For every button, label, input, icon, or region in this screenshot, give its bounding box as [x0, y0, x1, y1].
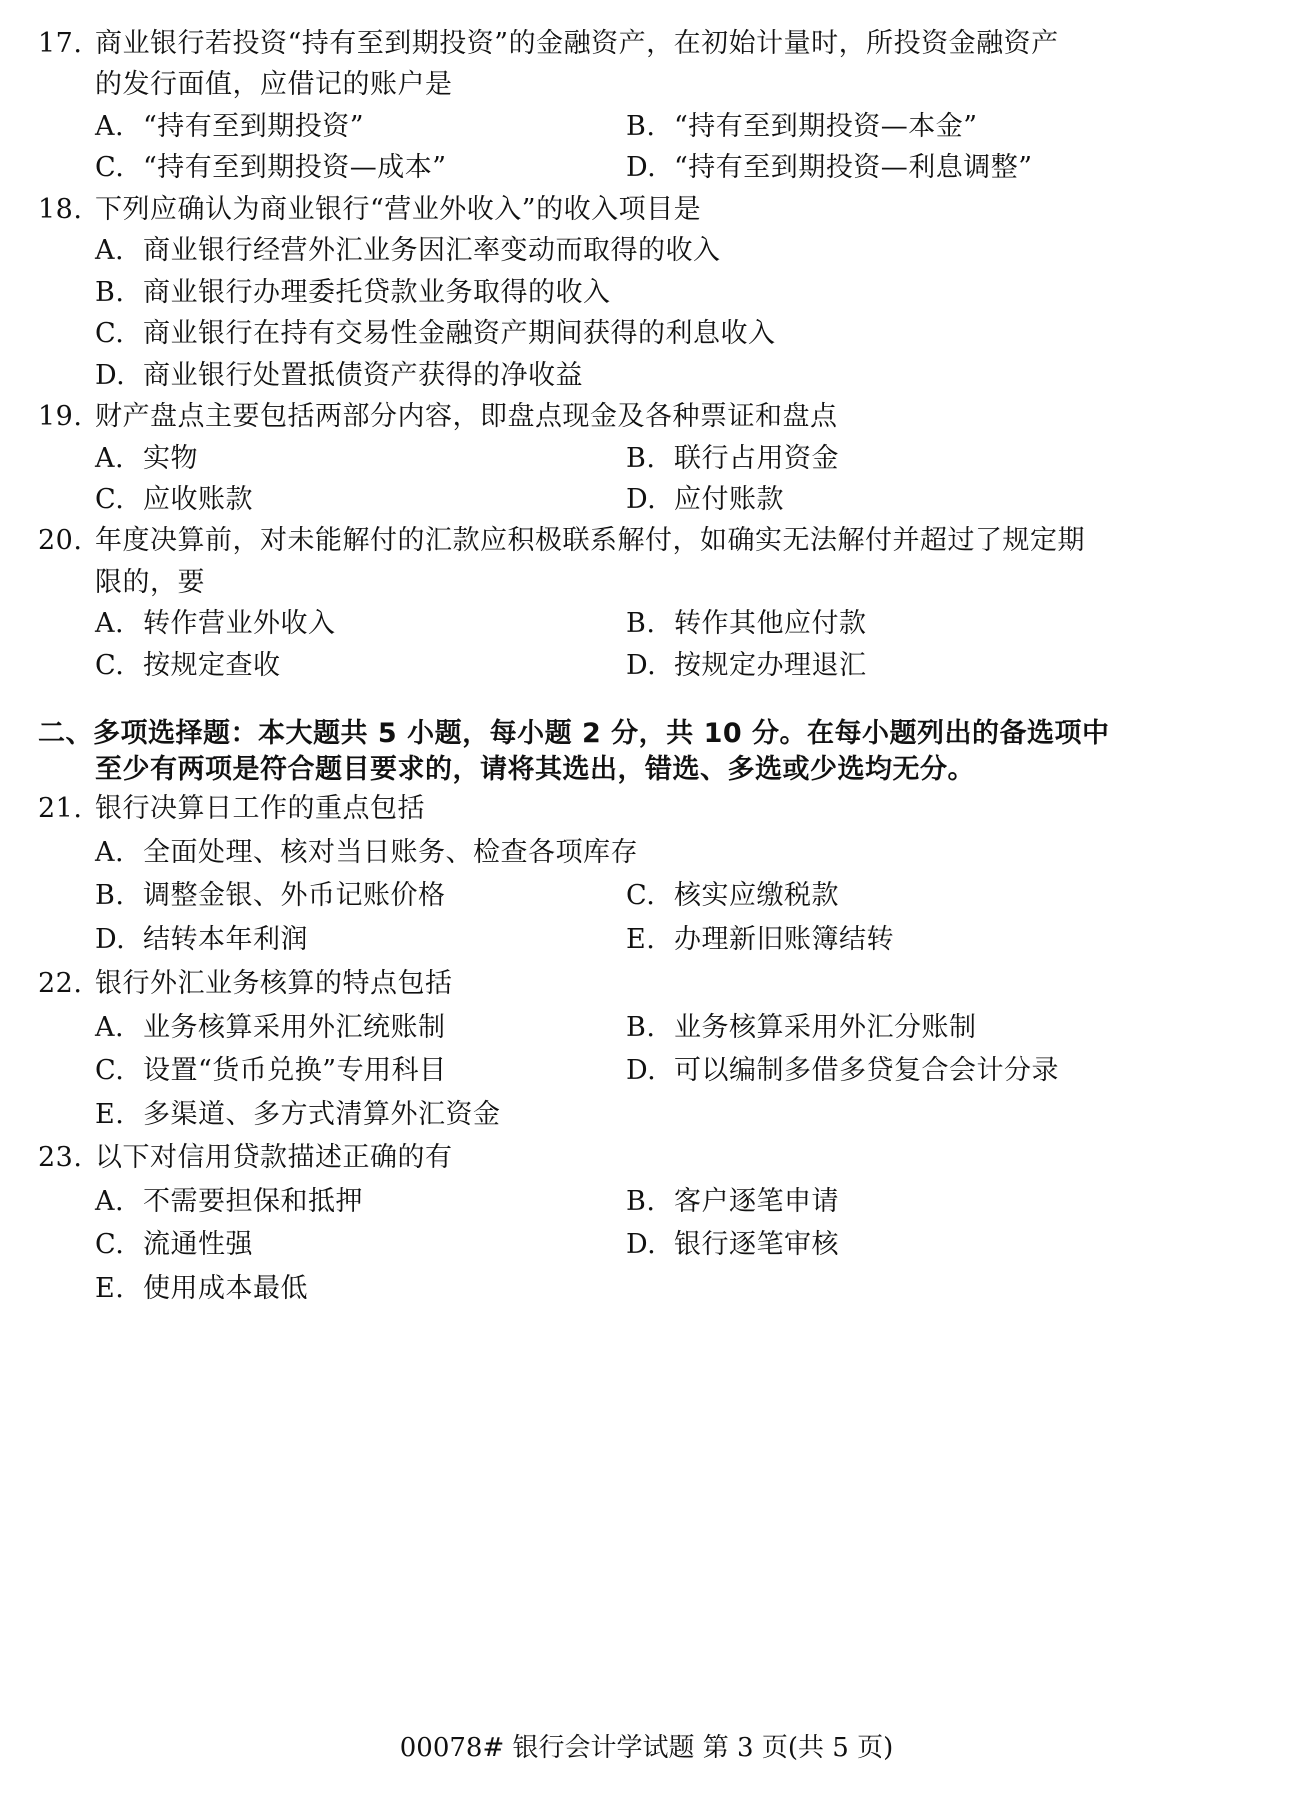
option-23c: [95, 1227, 253, 1263]
option-text: “持有至到期投资—本金”: [674, 111, 978, 142]
option-text: 设置“货币兑换”专用科目: [143, 1055, 447, 1086]
option-label: B.: [626, 1012, 656, 1043]
question-number: 20.: [38, 525, 83, 556]
option-label: B.: [95, 880, 125, 911]
option-label: B.: [626, 1186, 656, 1217]
option-text: 应收账款: [143, 484, 253, 515]
option-text: 业务核算采用外汇分账制: [674, 1012, 977, 1043]
option-text: “持有至到期投资”: [143, 111, 365, 142]
option-label: E.: [95, 1273, 125, 1304]
option-21e: [626, 922, 894, 958]
option-label: A.: [95, 1186, 125, 1217]
option-18c: [95, 316, 776, 352]
option-text: 办理新旧账簿结转: [674, 924, 894, 955]
option-label: C.: [95, 318, 125, 349]
option-label: C.: [626, 880, 656, 911]
option-label: C.: [95, 1055, 125, 1086]
question-text: 银行决算日工作的重点包括: [95, 793, 425, 824]
question-number: 17.: [38, 28, 83, 59]
question-19-stem: [38, 399, 838, 435]
option-text: 转作营业外收入: [143, 608, 336, 639]
question-text: 限的，要: [95, 567, 205, 598]
section-2-heading-line2: 至少有两项是符合题目要求的，请将其选出，错选、多选或少选均无分。: [95, 754, 975, 785]
section-2-heading: [38, 716, 1110, 752]
option-20c: [95, 648, 281, 684]
option-label: B.: [626, 608, 656, 639]
option-label: C.: [95, 1229, 125, 1260]
option-20b: [626, 606, 867, 642]
option-22e: [95, 1097, 501, 1133]
option-19b: [626, 441, 839, 477]
question-number: 19.: [38, 401, 83, 432]
option-text: 商业银行经营外汇业务因汇率变动而取得的收入: [143, 235, 721, 266]
question-23-stem: [38, 1140, 453, 1176]
page-footer: 00078# 银行会计学试题 第 3 页(共 5 页): [399, 1733, 894, 1763]
question-20-stem-cont: [95, 565, 205, 601]
option-18a: [95, 233, 721, 269]
question-20-stem: [38, 523, 1085, 559]
option-text: 核实应缴税款: [674, 880, 839, 911]
option-23d: [626, 1227, 839, 1263]
option-20a: [95, 606, 336, 642]
option-22b: [626, 1010, 977, 1046]
question-text: 年度决算前，对未能解付的汇款应积极联系解付，如确实无法解付并超过了规定期: [95, 525, 1085, 556]
question-number: 18.: [38, 194, 83, 225]
option-text: 结转本年利润: [143, 924, 308, 955]
option-21b: [95, 878, 446, 914]
option-label: A.: [95, 235, 125, 266]
option-label: A.: [95, 837, 125, 868]
option-label: A.: [95, 608, 125, 639]
option-text: 不需要担保和抵押: [143, 1186, 363, 1217]
option-label: C.: [95, 650, 125, 681]
option-22d: [626, 1053, 1059, 1089]
option-23a: [95, 1184, 363, 1220]
question-text: 下列应确认为商业银行“营业外收入”的收入项目是: [95, 194, 702, 225]
option-19a: [95, 441, 198, 477]
option-text: 银行逐笔审核: [674, 1229, 839, 1260]
option-label: B.: [95, 277, 125, 308]
option-text: 应付账款: [674, 484, 784, 515]
option-label: D.: [626, 152, 657, 183]
option-label: E.: [95, 1099, 125, 1130]
option-text: 商业银行办理委托贷款业务取得的收入: [143, 277, 611, 308]
question-text: 以下对信用贷款描述正确的有: [95, 1142, 453, 1173]
option-label: A.: [95, 1012, 125, 1043]
option-text: 客户逐笔申请: [674, 1186, 839, 1217]
option-label: B.: [626, 443, 656, 474]
option-17c: [95, 150, 447, 186]
option-text: “持有至到期投资—成本”: [143, 152, 447, 183]
option-21a: [95, 835, 638, 871]
option-label: B.: [626, 111, 656, 142]
option-label: A.: [95, 111, 125, 142]
section-2-heading-cont: [95, 752, 975, 788]
option-17b: [626, 109, 978, 145]
question-number: 23.: [38, 1142, 83, 1173]
option-text: 调整金银、外币记账价格: [143, 880, 446, 911]
option-text: 按规定办理退汇: [674, 650, 867, 681]
section-2-heading-line1: 二、多项选择题：本大题共 5 小题，每小题 2 分，共 10 分。在每小题列出的备选项中: [38, 718, 1110, 749]
option-text: 转作其他应付款: [674, 608, 867, 639]
option-label: D.: [626, 1055, 657, 1086]
question-18-stem: [38, 192, 701, 228]
option-label: A.: [95, 443, 125, 474]
option-label: C.: [95, 152, 125, 183]
option-label: D.: [626, 650, 657, 681]
option-text: 商业银行在持有交易性金融资产期间获得的利息收入: [143, 318, 776, 349]
option-19c: [95, 482, 253, 518]
question-17-stem: [38, 26, 1059, 62]
option-21d: [95, 922, 308, 958]
option-text: 联行占用资金: [674, 443, 839, 474]
option-text: 按规定查收: [143, 650, 281, 681]
option-text: 流通性强: [143, 1229, 253, 1260]
option-text: 可以编制多借多贷复合会计分录: [674, 1055, 1059, 1086]
option-text: 多渠道、多方式清算外汇资金: [143, 1099, 501, 1130]
question-number: 21.: [38, 793, 83, 824]
option-21c: [626, 878, 839, 914]
option-22c: [95, 1053, 447, 1089]
option-label: C.: [95, 484, 125, 515]
question-22-stem: [38, 966, 453, 1002]
question-text: 的发行面值，应借记的账户是: [95, 69, 453, 100]
question-text: 银行外汇业务核算的特点包括: [95, 968, 453, 999]
option-label: D.: [95, 924, 126, 955]
option-18b: [95, 275, 611, 311]
question-text: 商业银行若投资“持有至到期投资”的金融资产，在初始计量时，所投资金融资产: [95, 28, 1059, 59]
option-text: 商业银行处置抵债资产获得的净收益: [143, 360, 583, 391]
option-19d: [626, 482, 784, 518]
option-17a: [95, 109, 364, 145]
option-text: 全面处理、核对当日账务、检查各项库存: [143, 837, 638, 868]
option-text: 实物: [143, 443, 198, 474]
option-label: D.: [626, 1229, 657, 1260]
option-23b: [626, 1184, 839, 1220]
option-20d: [626, 648, 867, 684]
option-text: “持有至到期投资—利息调整”: [674, 152, 1033, 183]
question-17-stem-cont: [95, 67, 453, 103]
option-22a: [95, 1010, 446, 1046]
option-label: E.: [626, 924, 656, 955]
option-17d: [626, 150, 1033, 186]
question-text: 财产盘点主要包括两部分内容，即盘点现金及各种票证和盘点: [95, 401, 838, 432]
question-21-stem: [38, 791, 425, 827]
option-label: D.: [626, 484, 657, 515]
question-number: 22.: [38, 968, 83, 999]
option-label: D.: [95, 360, 126, 391]
option-text: 使用成本最低: [143, 1273, 308, 1304]
option-23e: [95, 1271, 308, 1307]
option-text: 业务核算采用外汇统账制: [143, 1012, 446, 1043]
option-18d: [95, 358, 583, 394]
